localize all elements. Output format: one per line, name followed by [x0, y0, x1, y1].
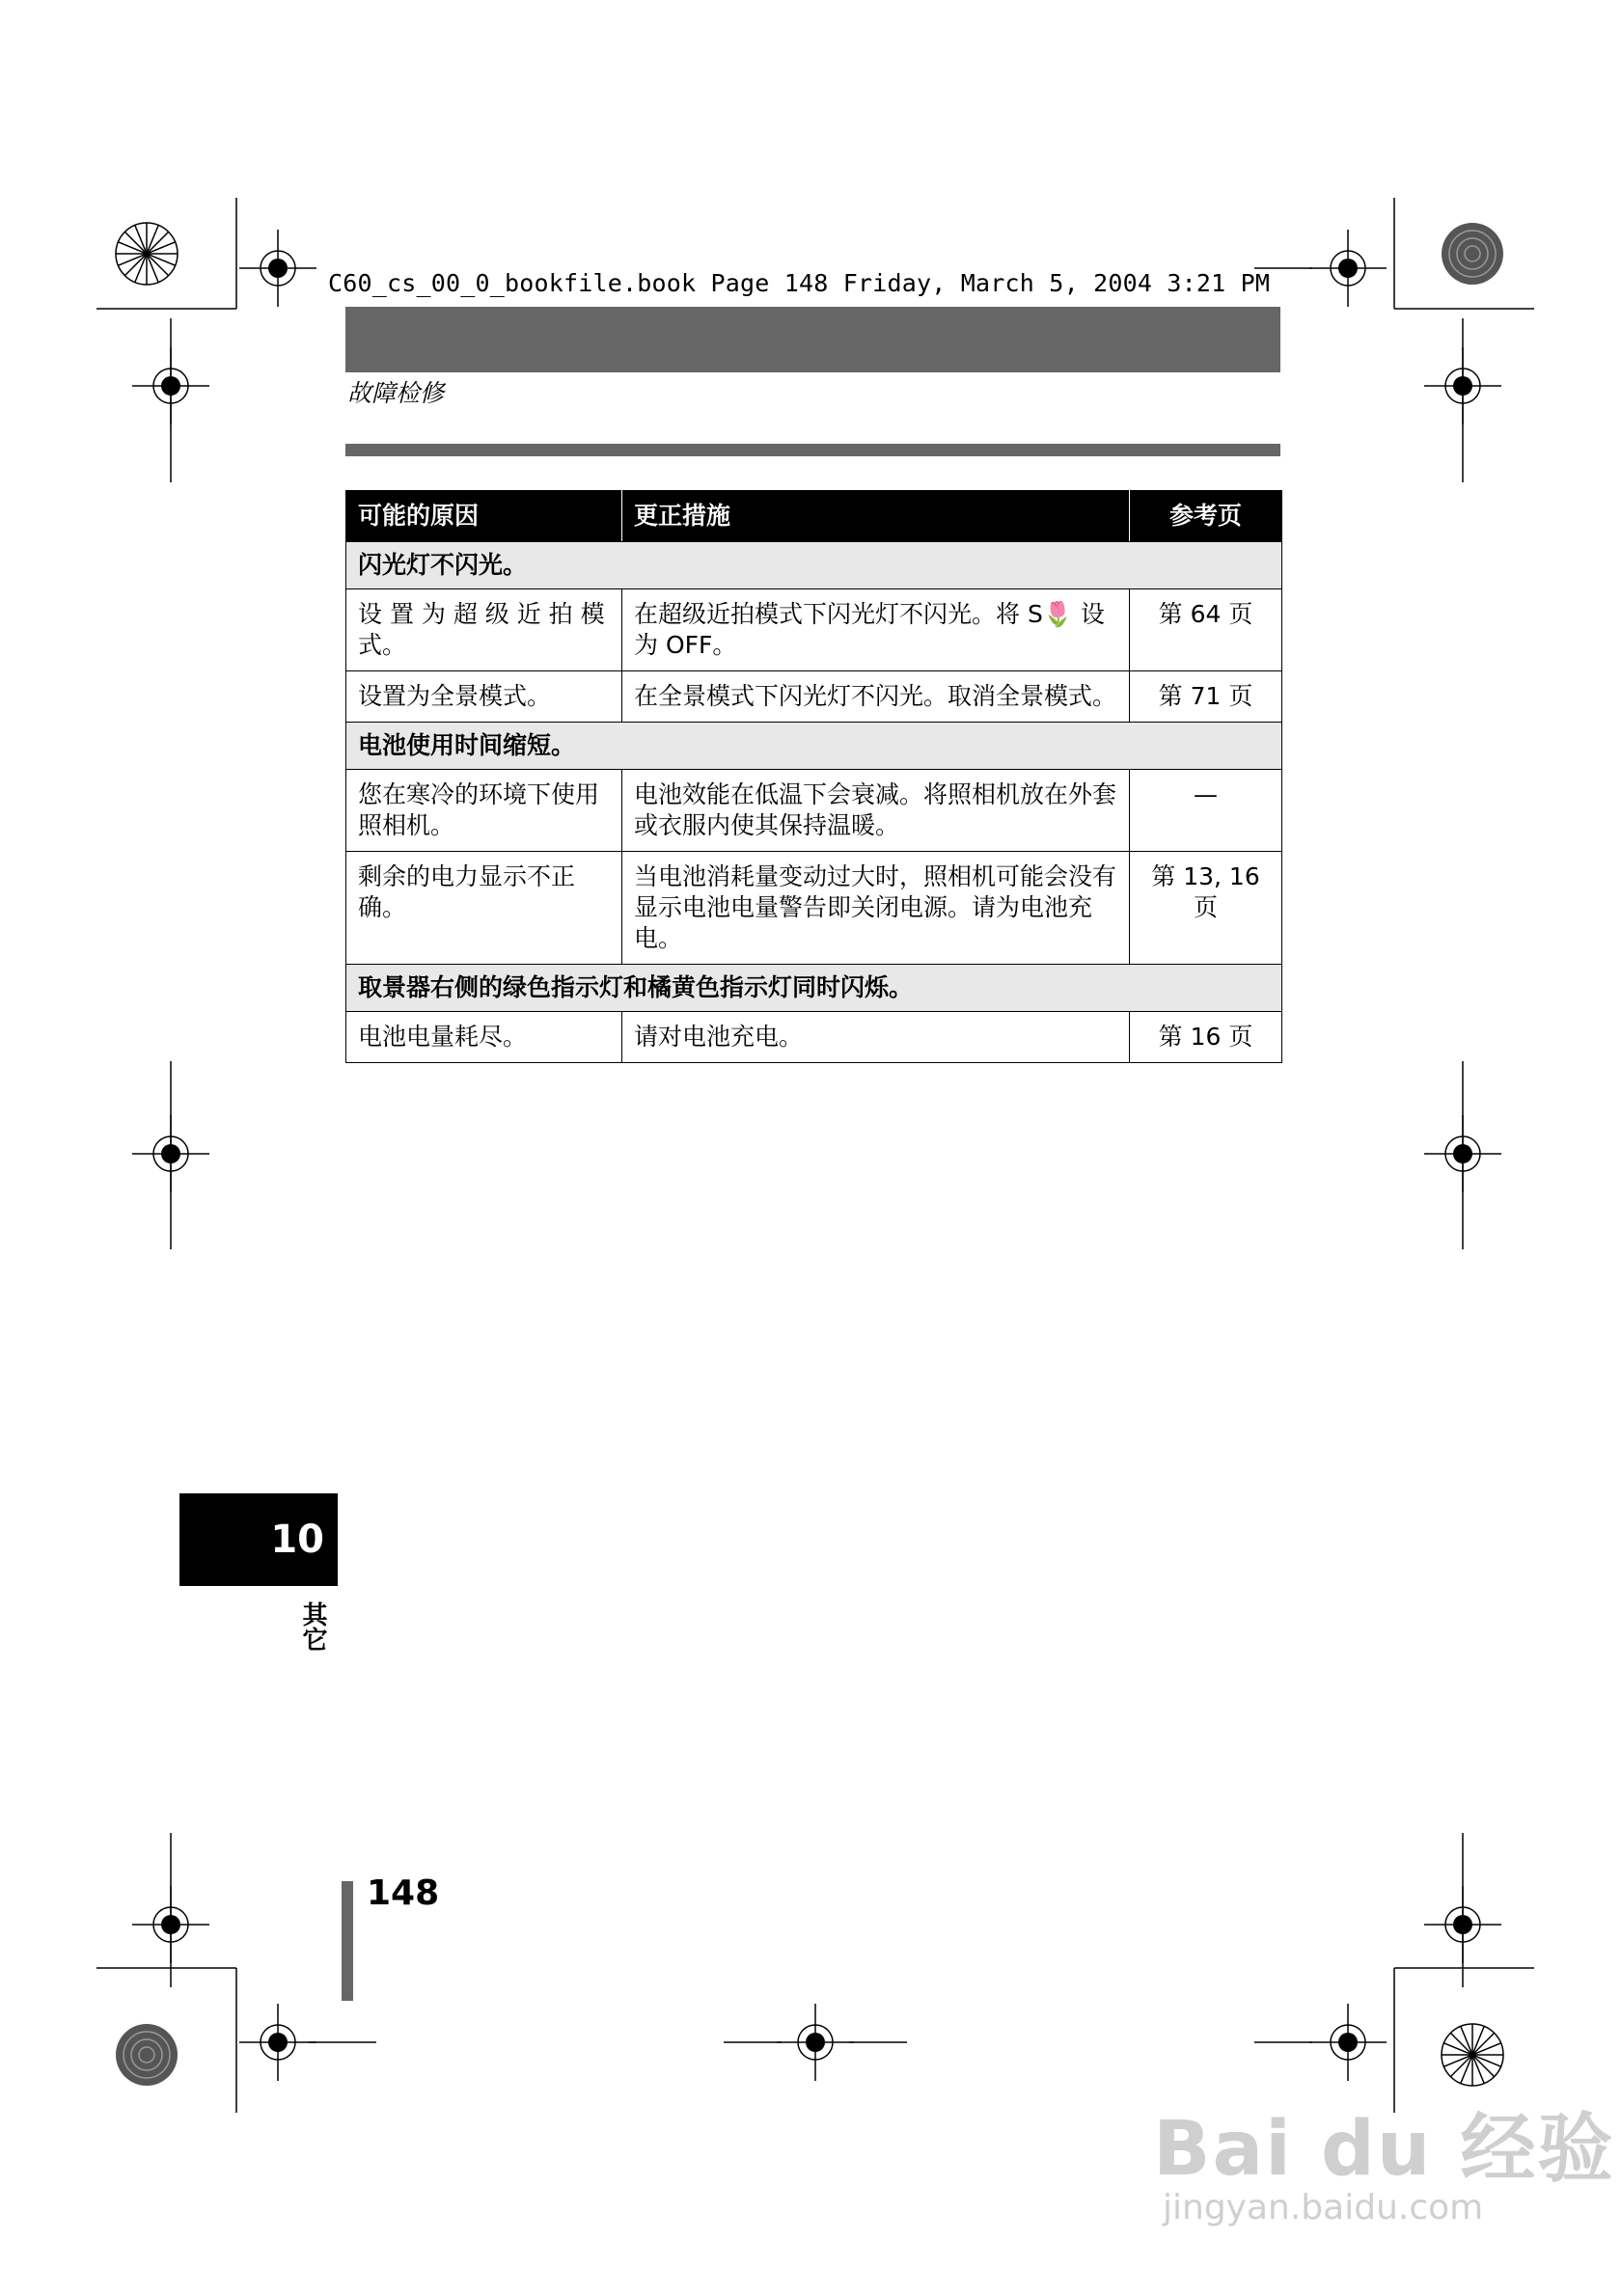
watermark-brand: Bai du 经验	[1153, 2106, 1615, 2193]
header-band	[345, 307, 1280, 372]
ref-cell: 第 64 页	[1130, 589, 1282, 671]
section-title-battery: 电池使用时间缩短。	[346, 723, 1282, 770]
fix-cell: 在超级近拍模式下闪光灯不闪光。将 S🌷 设为 OFF。	[622, 589, 1130, 671]
cause-cell: 电池电量耗尽。	[346, 1012, 622, 1063]
column-header-ref: 参考页	[1130, 491, 1282, 542]
chapter-label: 其它	[298, 1601, 327, 1652]
cause-cell: 剩余的电力显示不正确。	[346, 852, 622, 965]
fix-cell: 在全景模式下闪光灯不闪光。取消全景模式。	[622, 671, 1130, 723]
fix-cell: 电池效能在低温下会衰减。将照相机放在外套或衣服内使其保持温暖。	[622, 770, 1130, 852]
table-row	[346, 770, 1282, 852]
cause-cell: 设 置 为 超 级 近 拍 模 式。	[346, 589, 622, 671]
fix-cell: 请对电池充电。	[622, 1012, 1130, 1063]
section-row	[346, 542, 1282, 589]
section-row	[346, 723, 1282, 770]
header-rule	[345, 444, 1280, 456]
page-number-bar	[342, 1881, 353, 2001]
ref-cell: 第 13, 16 页	[1130, 852, 1282, 965]
ref-cell: 第 16 页	[1130, 1012, 1282, 1063]
cause-cell: 您在寒冷的环境下使用照相机。	[346, 770, 622, 852]
page-number: 148	[367, 1873, 440, 1913]
column-header-cause: 可能的原因	[346, 491, 622, 542]
table-header-row	[346, 491, 1282, 542]
fix-cell: 当电池消耗量变动过大时，照相机可能会没有显示电池电量警告即关闭电源。请为电池充电。	[622, 852, 1130, 965]
table-row	[346, 1012, 1282, 1063]
watermark-url: jingyan.baidu.com	[1163, 2188, 1484, 2228]
cause-cell: 设置为全景模式。	[346, 671, 622, 723]
section-title: 故障检修	[347, 379, 445, 407]
ref-cell: 第 71 页	[1130, 671, 1282, 723]
troubleshooting-table	[345, 490, 1282, 1063]
table-row	[346, 671, 1282, 723]
section-title-flash: 闪光灯不闪光。	[346, 542, 1282, 589]
column-header-fix: 更正措施	[622, 491, 1130, 542]
ref-cell: —	[1130, 770, 1282, 852]
table-row	[346, 589, 1282, 671]
section-row	[346, 965, 1282, 1012]
table-row	[346, 852, 1282, 965]
file-info-header: C60_cs_00_0_bookfile.book Page 148 Friday, March 5, 2004 3:21 PM	[328, 269, 1271, 297]
section-title-indicator: 取景器右侧的绿色指示灯和橘黄色指示灯同时闪烁。	[346, 965, 1282, 1012]
chapter-tab: 10	[179, 1493, 338, 1586]
